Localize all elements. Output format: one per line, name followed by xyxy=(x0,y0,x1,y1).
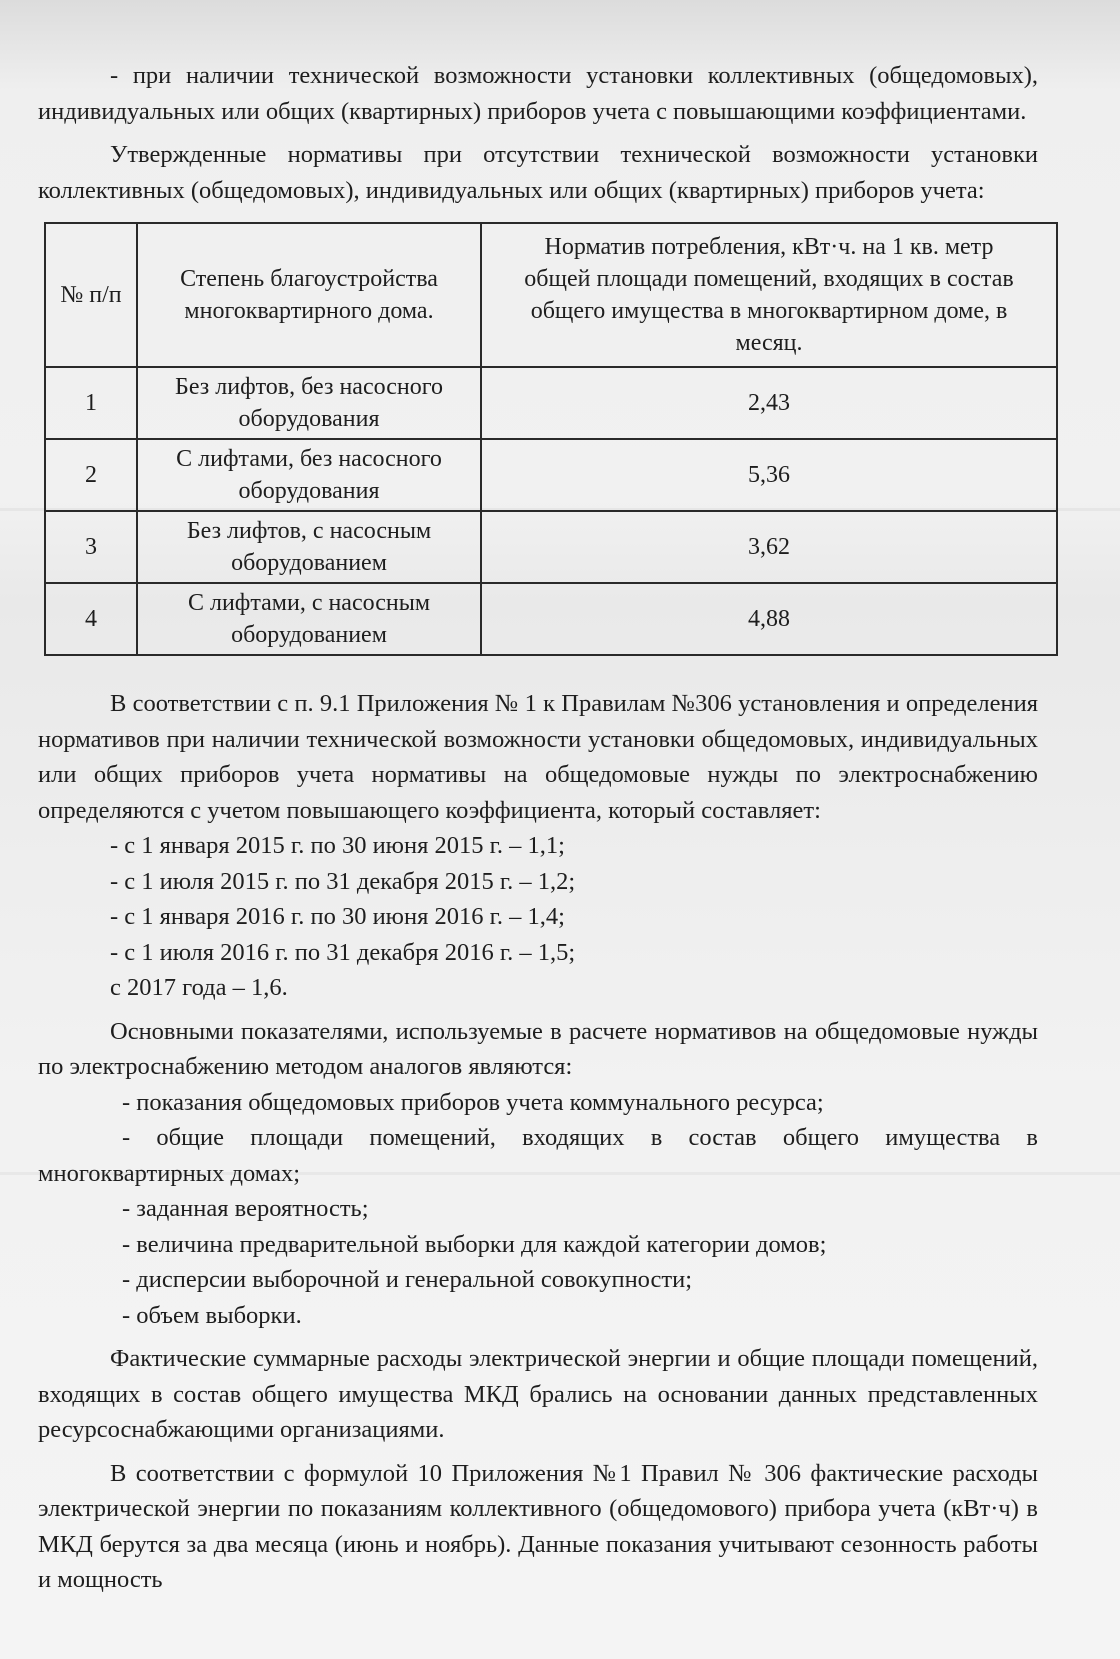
header-degree-text: Степень благоустройства многоквартирного дома. xyxy=(180,266,438,324)
indicator-item: - заданная вероятность; xyxy=(122,1195,369,1222)
coefficient-period: - с 1 января 2016 г. по 30 июня 2016 г. – 1,4; xyxy=(110,903,565,930)
consumption-norms-table xyxy=(44,222,1058,656)
row-degree-text: Без лифтов, с насосным оборудованием xyxy=(186,518,432,576)
coefficient-paragraph: В соответствии с п. 9.1 Приложения № 1 к Правилам №306 установления и определения нормативов при наличии технической возможности установки общедомовых, индивидуальных или общих приборов учета нормативы на общедомовые нужды по электроснабжению определяются с учетом повышающего коэффициента, который составляет: xyxy=(38,690,1038,824)
facts-paragraph: Фактические суммарные расходы электрической энергии и общие площади помещений, входящих в состав общего имущества МКД брались на основании данных представленных ресурсоснабжающими организациями. xyxy=(38,1345,1038,1443)
row-degree-text: Без лифтов, без насосного оборудования xyxy=(175,374,443,432)
header-degree xyxy=(137,223,481,367)
table-lead-paragraph: Утвержденные нормативы при отсутствии технической возможности установки коллективных (общедомовых), индивидуальных или общих (квартирных) приборов учета: xyxy=(38,141,1038,204)
row-value: 3,62 xyxy=(481,511,1057,583)
header-number: № п/п xyxy=(45,223,137,367)
indicator-item: - общие площади помещений, входящих в состав общего имущества в многоквартирных домах; xyxy=(38,1124,1038,1187)
coefficient-period: - с 1 июля 2016 г. по 31 декабря 2016 г. – 1,5; xyxy=(110,938,576,966)
indicator-item: - объем выборки. xyxy=(122,1301,302,1329)
document-body xyxy=(38,58,1038,1598)
table-header-row xyxy=(45,223,1057,367)
row-degree xyxy=(137,367,481,439)
row-number: 1 xyxy=(45,367,137,439)
metering-list-item: - при наличии технической возможности установки коллективных (общедомовых), индивидуальных или общих (квартирных) приборов учета с повышающими коэффициентами. xyxy=(38,62,1038,125)
table-row xyxy=(45,367,1057,439)
row-value: 2,43 xyxy=(481,367,1057,439)
indicators-lead: Основными показателями, используемые в расчете нормативов на общедомовые нужды по электроснабжению методом аналогов являются: xyxy=(38,1017,1038,1080)
coefficient-period: - с 1 января 2015 г. по 30 июня 2015 г. – 1,1; xyxy=(110,832,565,859)
indicator-item: - показания общедомовых приборов учета коммунального ресурса; xyxy=(122,1088,824,1116)
row-degree xyxy=(137,439,481,511)
indicator-item: - величина предварительной выборки для каждой категории домов; xyxy=(122,1230,827,1258)
row-number: 4 xyxy=(45,583,137,655)
row-degree-text: С лифтами, без насосного оборудования xyxy=(176,446,442,504)
table-row xyxy=(45,583,1057,655)
formula-paragraph: В соответствии с формулой 10 Приложения №1 Правил № 306 фактические расходы электрической энергии по показаниям коллективного (общедомового) прибора учета (кВт·ч) в МКД берутся за два месяца (июнь и ноябрь). Данные показания учитывают сезонность работы и мощность xyxy=(38,1459,1038,1593)
table-row xyxy=(45,511,1057,583)
indicator-item: - дисперсии выборочной и генеральной совокупности; xyxy=(122,1266,693,1293)
table-row xyxy=(45,439,1057,511)
row-degree-text: С лифтами, с насосным оборудованием xyxy=(187,590,431,648)
coefficient-period: - с 1 июля 2015 г. по 31 декабря 2015 г. – 1,2; xyxy=(110,867,576,895)
row-degree xyxy=(137,511,481,583)
row-degree xyxy=(137,583,481,655)
row-number: 3 xyxy=(45,511,137,583)
header-norm-text: Норматив потребления, кВт·ч. на 1 кв. метр общей площади помещений, входящих в состав общего имущества в многоквартирном доме, в месяц. xyxy=(524,234,1014,356)
header-norm xyxy=(481,223,1057,367)
coefficient-period: с 2017 года – 1,6. xyxy=(110,974,288,1001)
row-value: 5,36 xyxy=(481,439,1057,511)
row-number: 2 xyxy=(45,439,137,511)
row-value: 4,88 xyxy=(481,583,1057,655)
